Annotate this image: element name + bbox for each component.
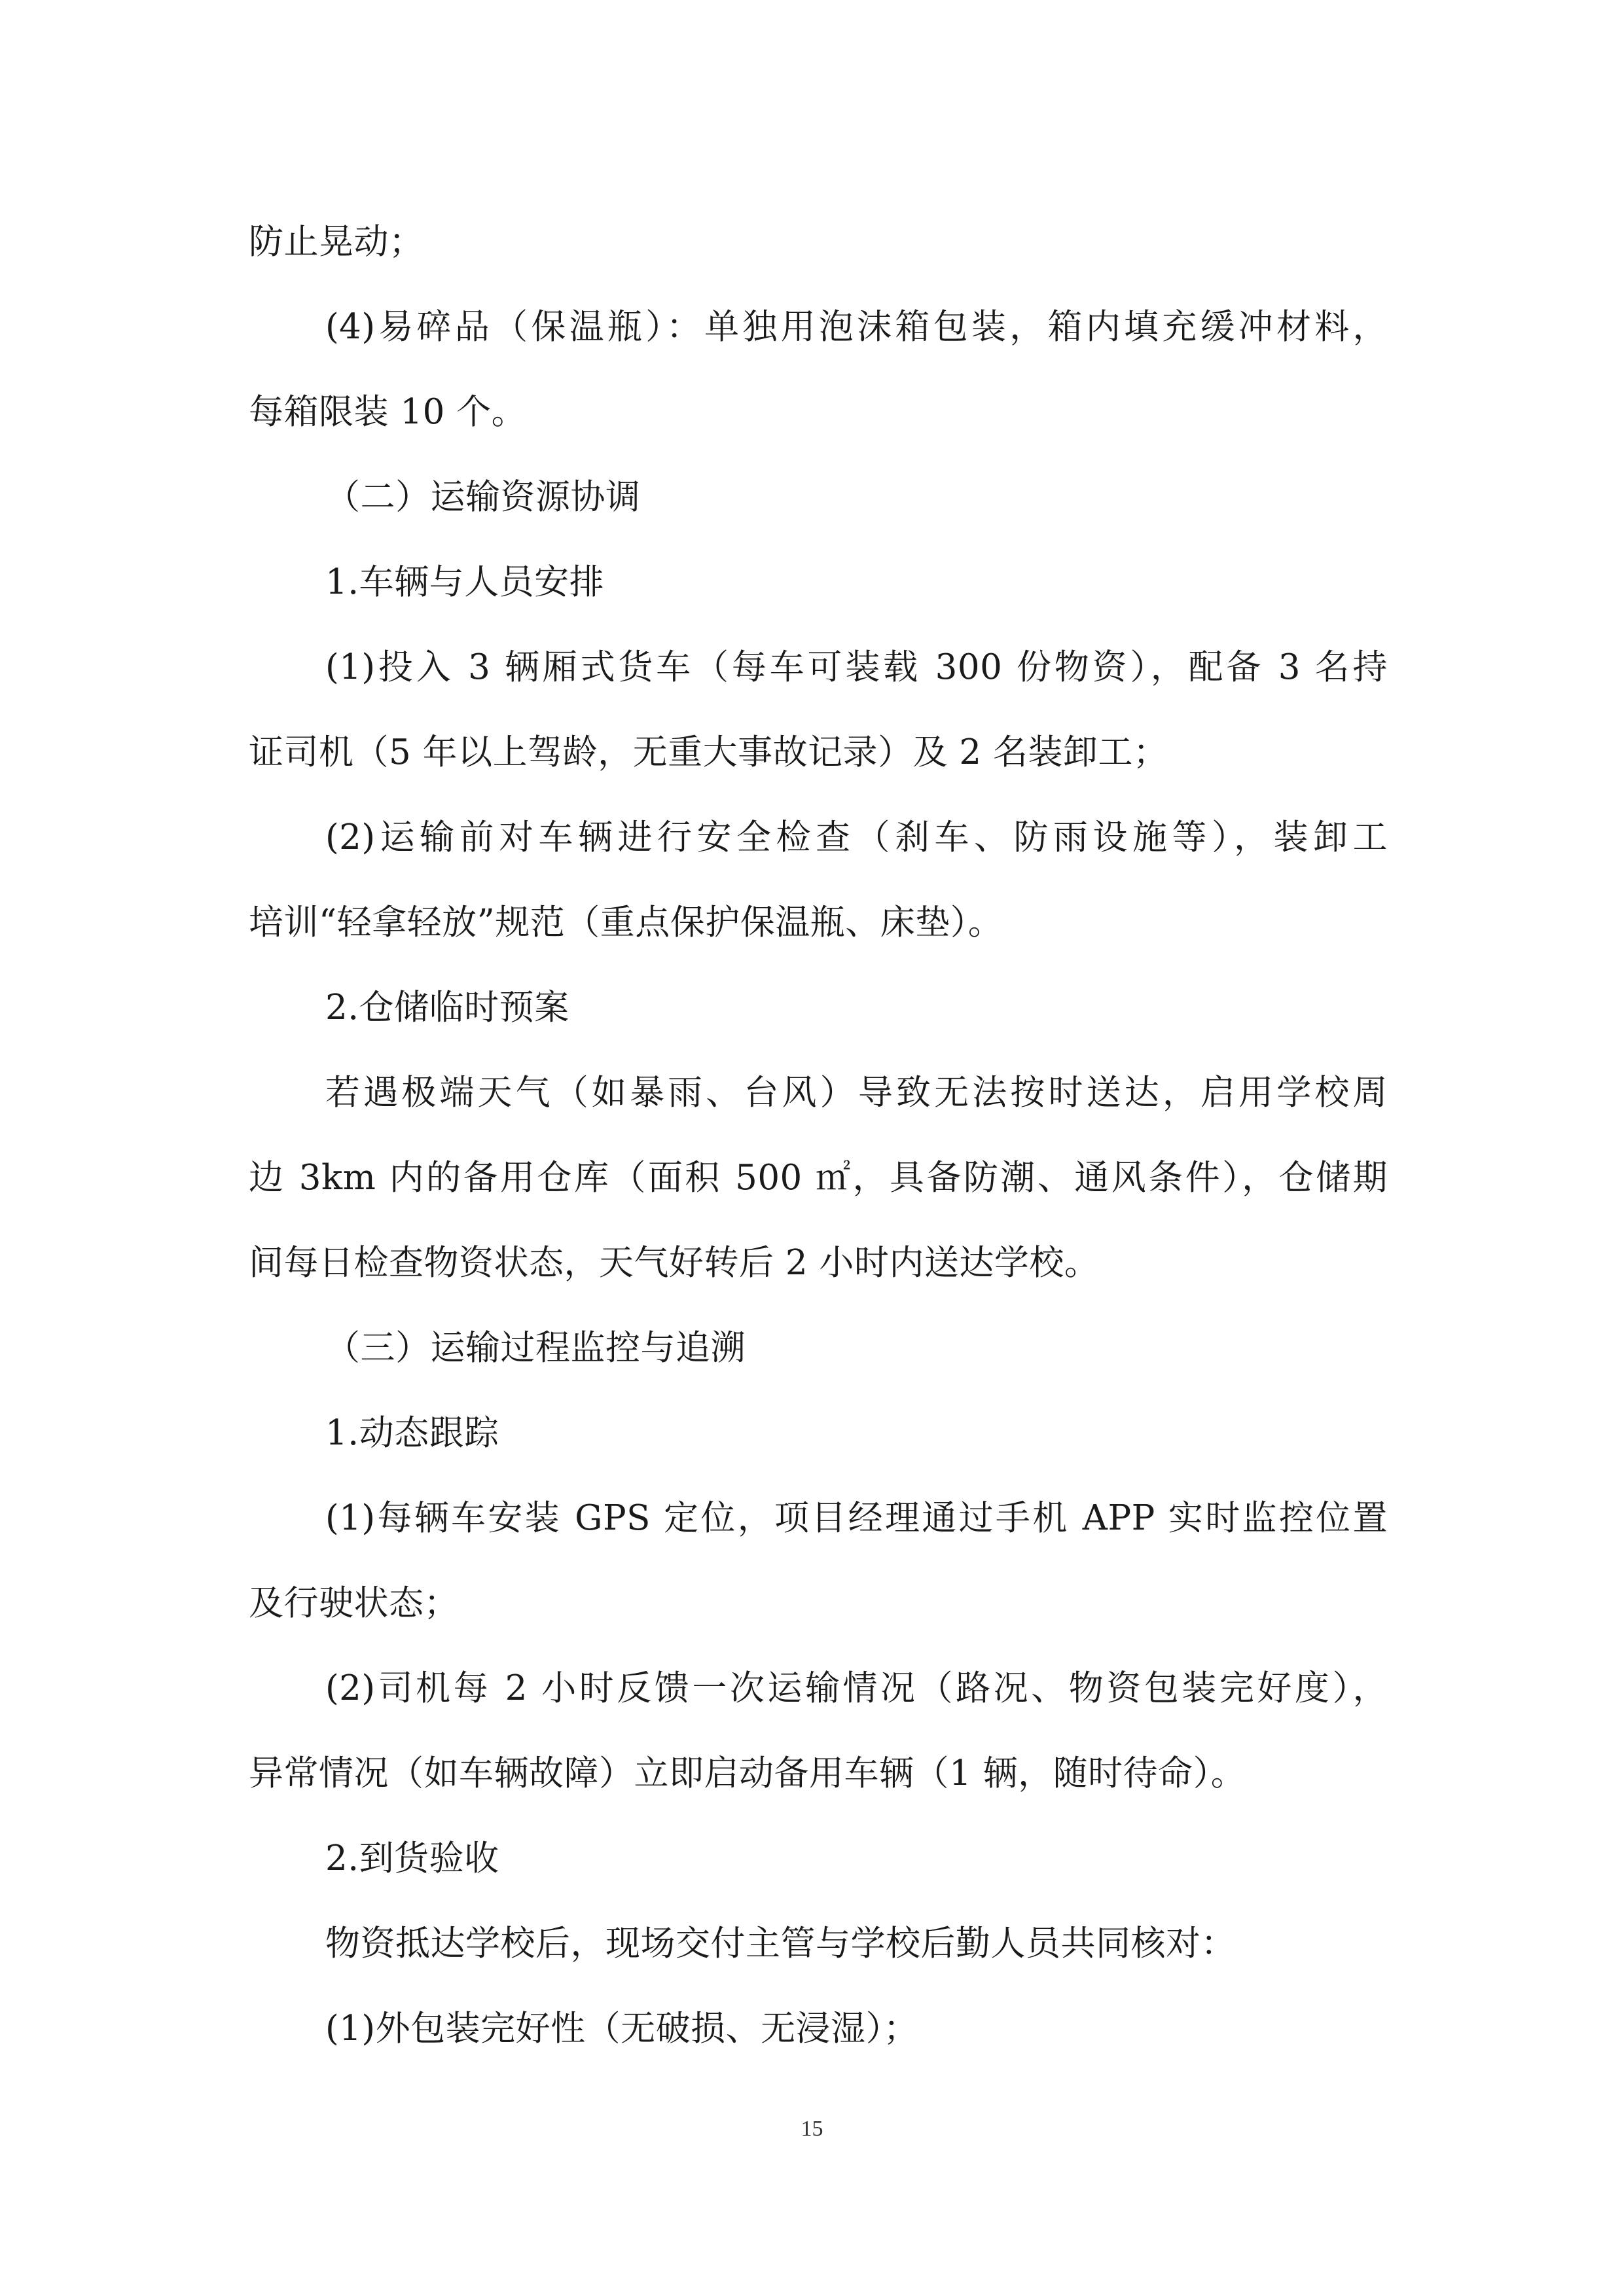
section-heading: （三）运输过程监控与追溯 bbox=[325, 1328, 746, 1368]
paragraph-line: 培训“轻拿轻放”规范（重点保护保温瓶、床垫）。 bbox=[249, 903, 1003, 942]
paragraph-line: 证司机（5 年以上驾龄，无重大事故记录）及 2 名装卸工； bbox=[249, 732, 1168, 772]
subsection-heading: 2.仓储临时预案 bbox=[325, 988, 569, 1028]
paragraph-line: 物资抵达学校后，现场交付主管与学校后勤人员共同核对： bbox=[325, 1924, 1236, 1964]
paragraph-line: (1)外包装完好性（无破损、无浸湿）； bbox=[325, 2009, 919, 2049]
subsection-heading: 1.动态跟踪 bbox=[325, 1413, 499, 1453]
paragraph-line: (2)司机每 2 小时反馈一次运输情况（路况、物资包装完好度）， bbox=[325, 1668, 1388, 1708]
paragraph-line: 每箱限装 10 个。 bbox=[249, 392, 527, 432]
paragraph-line: 及行驶状态； bbox=[249, 1583, 459, 1623]
paragraph-line: (1)投入 3 辆厢式货车（每车可装载 300 份物资），配备 3 名持 bbox=[325, 647, 1388, 687]
subsection-heading: 1.车辆与人员安排 bbox=[325, 562, 605, 602]
paragraph-line: (1)每辆车安装 GPS 定位，项目经理通过手机 APP 实时监控位置 bbox=[325, 1498, 1388, 1538]
paragraph-line: 防止晃动； bbox=[249, 222, 424, 262]
paragraph-line: 若遇极端天气（如暴雨、台风）导致无法按时送达，启用学校周 bbox=[325, 1073, 1388, 1113]
paragraph-line: 边 3km 内的备用仓库（面积 500 ㎡，具备防潮、通风条件），仓储期 bbox=[249, 1158, 1388, 1198]
page-number: 15 bbox=[801, 2117, 823, 2141]
subsection-heading: 2.到货验收 bbox=[325, 1839, 499, 1878]
paragraph-line: (2)运输前对车辆进行安全检查（刹车、防雨设施等），装卸工 bbox=[325, 817, 1388, 857]
paragraph-line: (4)易碎品（保温瓶）：单独用泡沫箱包装，箱内填充缓冲材料， bbox=[325, 307, 1388, 347]
paragraph-line: 异常情况（如车辆故障）立即启动备用车辆（1 辆，随时待命）。 bbox=[249, 1753, 1246, 1793]
paragraph-line: 间每日检查物资状态，天气好转后 2 小时内送达学校。 bbox=[249, 1243, 1100, 1283]
section-heading: （二）运输资源协调 bbox=[325, 477, 641, 517]
